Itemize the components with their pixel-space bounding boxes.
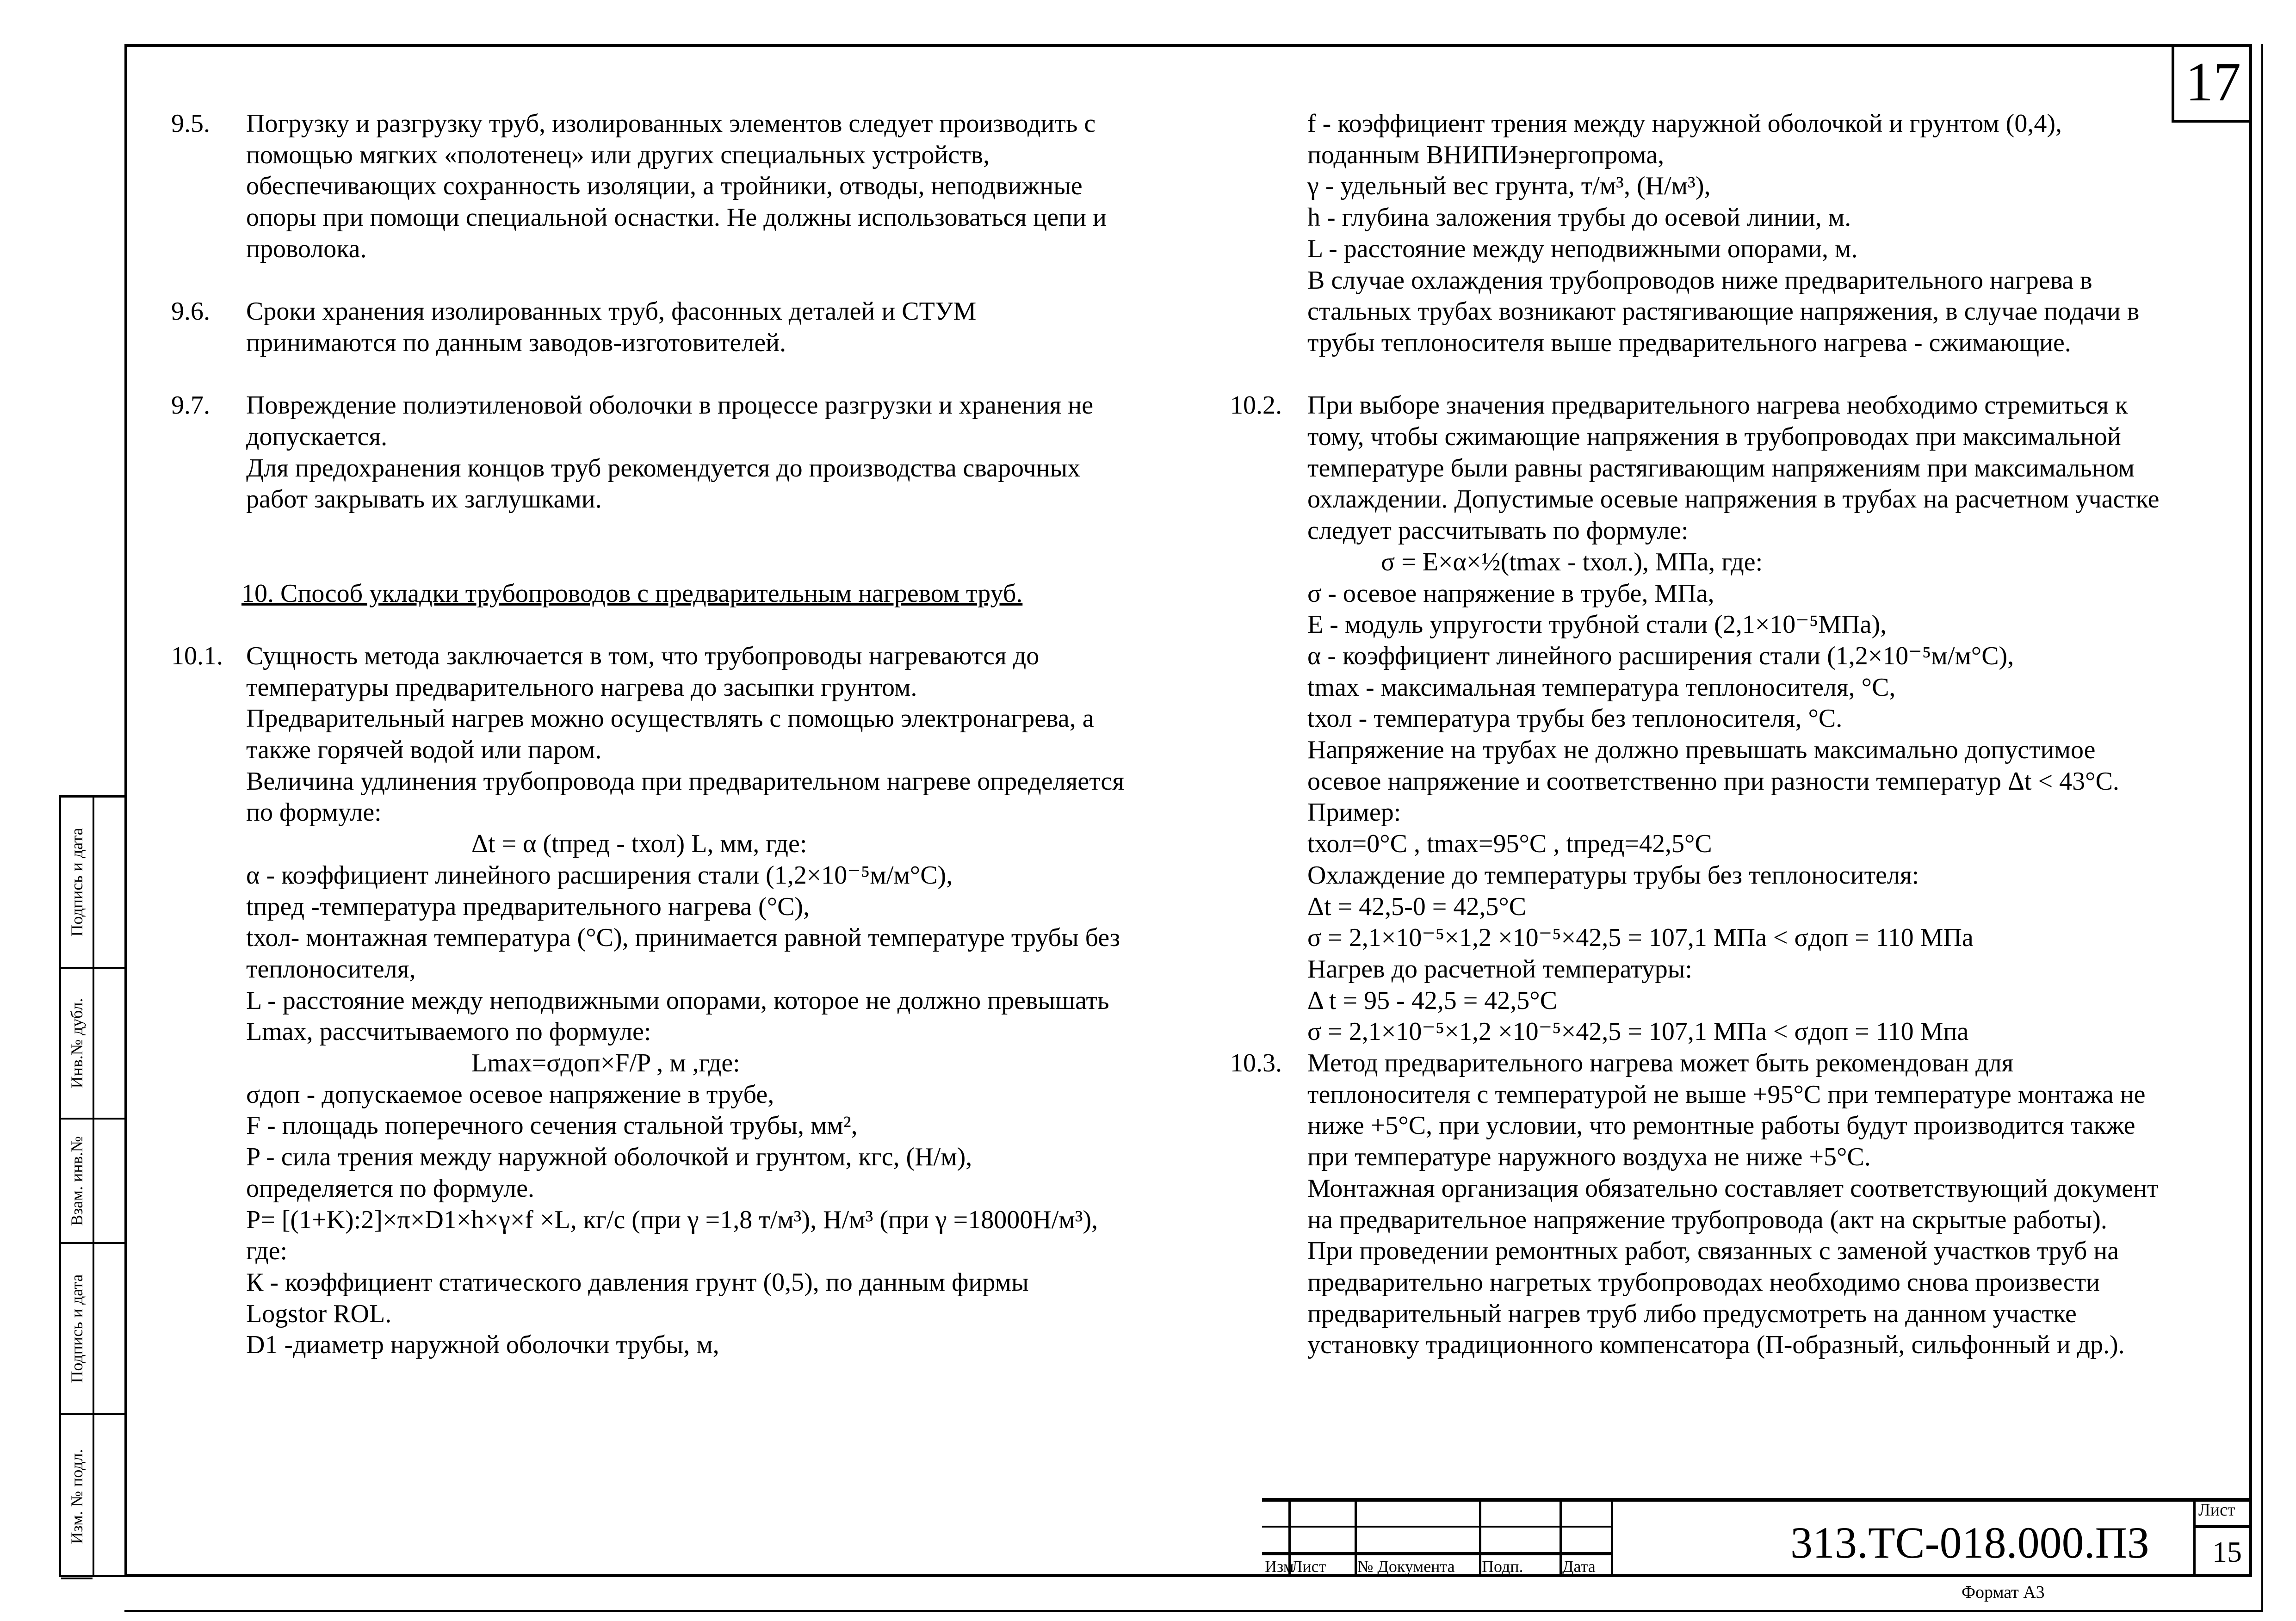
text-line: помощью мягких «полотенец» или других специальных устройств, xyxy=(246,140,990,169)
text-line: При проведении ремонтных работ, связанных с заменой участков труб на xyxy=(1307,1237,2119,1266)
text-line: L - расстояние между неподвижными опорами, которое не должно превышать xyxy=(246,986,1109,1015)
text-line: tпред -температура предварительного нагрева (°С), xyxy=(246,892,810,921)
text-line: h - глубина заложения трубы до осевой линии, м. xyxy=(1307,203,1851,232)
text-line: теплоносителя, xyxy=(246,954,416,984)
stamp-label: Инв.№ дубл. xyxy=(68,998,86,1089)
text-line: допускается. xyxy=(246,422,388,451)
stamp-divider xyxy=(93,1413,127,1415)
text-line: Logstor ROL. xyxy=(246,1299,392,1328)
text-line: температуре были равны растягивающим напряжениям при максимальном xyxy=(1307,453,2135,483)
text-line: температуры предварительного нагрева до засыпки грунтом. xyxy=(246,673,917,702)
text-line: L - расстояние между неподвижными опорами, м. xyxy=(1307,234,1858,263)
document-code: 313.ТС-018.000.ПЗ xyxy=(1790,1518,2150,1567)
text-line: также горячей водой или паром. xyxy=(246,736,602,764)
text-line: Погрузку и разгрузку труб, изолированных элементов следует производить с xyxy=(246,109,1096,138)
text-line: охлаждении. Допустимые осевые напряжения в трубах на расчетном участке xyxy=(1307,485,2160,514)
title-block-divider xyxy=(1355,1502,1357,1577)
text-line: σ = E×α×½(tmax - tхол.), МПа, где: xyxy=(1381,547,1763,576)
text-line: установку традиционного компенсатора (П-образный, сильфонный и др.). xyxy=(1307,1330,2125,1360)
text-line: Метод предварительного нагрева может быть рекомендован для xyxy=(1307,1049,2014,1077)
title-block-divider xyxy=(1560,1502,1562,1577)
stamp-cell xyxy=(61,1120,93,1244)
text-line: α - коэффициент линейного расширения стали (1,2×10⁻⁵м/м°С), xyxy=(246,860,953,890)
side-stamp xyxy=(59,795,127,1577)
paragraph-number: 10.3. xyxy=(1230,1049,1282,1077)
text-line: Lmax=σдоп×F/P , м ,где: xyxy=(471,1049,740,1077)
title-block-divider xyxy=(2193,1502,2196,1577)
text-line: Охлаждение до температуры трубы без теплоносителя: xyxy=(1307,860,1919,890)
text-line: Δt = 42,5-0 = 42,5°С xyxy=(1307,892,1527,921)
paper-format: Формат А3 xyxy=(1962,1583,2045,1602)
page-number: 17 xyxy=(2185,51,2241,112)
stamp-label: Подпись и дата xyxy=(68,828,86,937)
title-block-column-label: № Документа xyxy=(1357,1557,1455,1576)
page-number-box xyxy=(2172,44,2252,123)
outer-border-bottom xyxy=(124,1610,2263,1612)
title-block-divider xyxy=(2193,1525,2252,1528)
text-line: следует рассчитывать по формуле: xyxy=(1307,516,1689,545)
stamp-cell xyxy=(61,969,93,1120)
stamp-divider xyxy=(93,967,127,969)
text-line: P= [(1+K):2]×π×D1×h×γ×f ×L, кг/с (при γ =1,8 т/м³), Н/м³ (при γ =18000Н/м³), xyxy=(246,1205,1098,1234)
text-line: осевое напряжение и соответственно при разности температур Δt < 43°С. xyxy=(1307,767,2119,796)
title-block-divider xyxy=(1262,1552,1611,1555)
text-line: Сроки хранения изолированных труб, фасонных деталей и СТУМ xyxy=(246,297,977,326)
text-line: σ = 2,1×10⁻⁵×1,2 ×10⁻⁵×42,5 = 107,1 МПа < σдоп = 110 МПа xyxy=(1307,923,1974,953)
stamp-divider xyxy=(93,1242,127,1244)
title-block-column-label: Дата xyxy=(1562,1557,1596,1576)
text-line: α - коэффициент линейного расширения стали (1,2×10⁻⁵м/м°С), xyxy=(1307,641,2014,670)
text-line: σ - осевое напряжение в трубе, МПа, xyxy=(1307,579,1714,608)
text-line: Сущность метода заключается в том, что трубопроводы нагреваются до xyxy=(246,641,1040,670)
text-line: Для предохранения концов труб рекомендуется до производства сварочных xyxy=(246,453,1081,483)
stamp-label: Изм. № подл. xyxy=(68,1448,86,1544)
text-line: tmax - максимальная температура теплоносителя, °С, xyxy=(1307,673,1896,702)
text-line: F - площадь поперечного сечения стальной трубы, мм², xyxy=(246,1111,858,1140)
text-line: Монтажная организация обязательно составляет соответствующий документ xyxy=(1307,1174,2159,1203)
text-line: Напряжение на трубах не должно превышать максимально допустимое xyxy=(1307,736,2096,764)
text-line: При выборе значения предварительного нагрева необходимо стремиться к xyxy=(1307,391,2128,420)
stamp-cell xyxy=(61,1415,93,1579)
stamp-divider xyxy=(93,1118,127,1120)
text-line: γ - удельный вес грунта, т/м³, (Н/м³), xyxy=(1307,172,1711,201)
text-line: по формуле: xyxy=(246,798,382,827)
text-line: tхол- монтажная температура (°С), принимается равной температуре трубы без xyxy=(246,923,1120,953)
text-line: σдоп - допускаемое осевое напряжение в трубе, xyxy=(246,1080,774,1109)
text-line: Е - модуль упругости трубной стали (2,1×10⁻⁵МПа), xyxy=(1307,610,1887,639)
text-line: предварительно нагретых трубопроводах необходимо снова произвести xyxy=(1307,1268,2100,1297)
title-block-divider xyxy=(1262,1526,1611,1528)
title-block-divider xyxy=(1479,1502,1481,1577)
text-line: f - коэффициент трения между наружной оболочкой и грунтом (0,4), xyxy=(1307,109,2062,138)
text-line: В случае охлаждения трубопроводов ниже предварительного нагрева в xyxy=(1307,266,2092,295)
text-line: К - коэффициент статического давления грунт (0,5), по данным фирмы xyxy=(246,1268,1029,1297)
title-block-column-label: Изм xyxy=(1265,1557,1294,1576)
text-line: принимаются по данным заводов-изготовителей. xyxy=(246,328,786,357)
text-line: где: xyxy=(246,1237,288,1266)
text-line: тому, чтобы сжимающие напряжения в трубопроводах при максимальной xyxy=(1307,422,2121,451)
section-heading: 10. Способ укладки трубопроводов с предварительным нагревом труб. xyxy=(241,579,1023,608)
paragraph-number: 9.7. xyxy=(171,391,210,420)
text-line: при температуре наружного воздуха не ниже +5°С. xyxy=(1307,1143,1871,1172)
text-line: предварительный нагрев труб либо предусмотреть на данном участке xyxy=(1307,1299,2077,1328)
text-line: работ закрывать их заглушками. xyxy=(246,485,602,514)
text-line: D1 -диаметр наружной оболочки трубы, м, xyxy=(246,1330,719,1360)
title-block-column-label: Лист xyxy=(1291,1557,1326,1576)
text-line: ниже +5°С, при условии, что ремонтные работы будут производится также xyxy=(1307,1111,2135,1140)
text-line: трубы теплоносителя выше предварительного нагрева - сжимающие. xyxy=(1307,328,2071,357)
text-line: Пример: xyxy=(1307,798,1401,827)
sheet-number: 15 xyxy=(2212,1535,2242,1568)
title-block-divider xyxy=(1611,1502,1613,1577)
text-line: обеспечивающих сохранность изоляции, а тройники, отводы, неподвижные xyxy=(246,172,1083,201)
text-line: Нагрев до расчетной температуры: xyxy=(1307,954,1692,984)
text-line: Δ t = 95 - 42,5 = 42,5°С xyxy=(1307,986,1558,1015)
text-line: Величина удлинения трубопровода при предварительном нагреве определяется xyxy=(246,767,1124,796)
text-line: Повреждение полиэтиленовой оболочки в процессе разгрузки и хранения не xyxy=(246,391,1094,420)
text-line: tхол - температура трубы без теплоносителя, °С. xyxy=(1307,704,1843,733)
text-line: проволока. xyxy=(246,234,367,263)
sheet-label: Лист xyxy=(2198,1500,2235,1520)
text-line: P - сила трения между наружной оболочкой и грунтом, кгс, (Н/м), xyxy=(246,1143,972,1172)
paragraph-number: 9.5. xyxy=(171,109,210,138)
stamp-label: Подпись и дата xyxy=(68,1274,86,1383)
stamp-divider xyxy=(93,798,94,1575)
title-block-column-label: Подп. xyxy=(1482,1557,1523,1576)
text-line: опоры при помощи специальной оснастки. Не должны использоваться цепи и xyxy=(246,203,1107,232)
text-line: Предварительный нагрев можно осуществлять с помощью электронагрева, а xyxy=(246,704,1094,733)
text-line: tхол=0°С , tmax=95°С , tпред=42,5°С xyxy=(1307,829,1712,859)
paragraph-number: 10.1. xyxy=(171,641,223,670)
stamp-label: Взам. инв.№ xyxy=(68,1136,86,1226)
text-line: стальных трубах возникают растягивающие напряжения, в случае подачи в xyxy=(1307,297,2140,326)
paragraph-number: 9.6. xyxy=(171,297,210,326)
stamp-cell xyxy=(61,798,93,969)
text-line: на предварительное напряжение трубопровода (акт на скрытые работы). xyxy=(1307,1205,2107,1234)
paragraph-number: 10.2. xyxy=(1230,391,1282,420)
text-line: Lmax, рассчитываемого по формуле: xyxy=(246,1017,651,1046)
text-line: поданным ВНИПИэнергопрома, xyxy=(1307,140,1665,169)
outer-border-right xyxy=(2261,44,2263,1612)
text-line: Δt = α (tпред - tхол) L, мм, где: xyxy=(471,829,807,859)
stamp-cell xyxy=(61,1244,93,1415)
text-line: σ = 2,1×10⁻⁵×1,2 ×10⁻⁵×42,5 = 107,1 МПа < σдоп = 110 Мпа xyxy=(1307,1017,1969,1046)
text-line: теплоносителя с температурой не выше +95°С при температуре монтажа не xyxy=(1307,1080,2146,1109)
text-line: определяется по формуле. xyxy=(246,1174,534,1203)
